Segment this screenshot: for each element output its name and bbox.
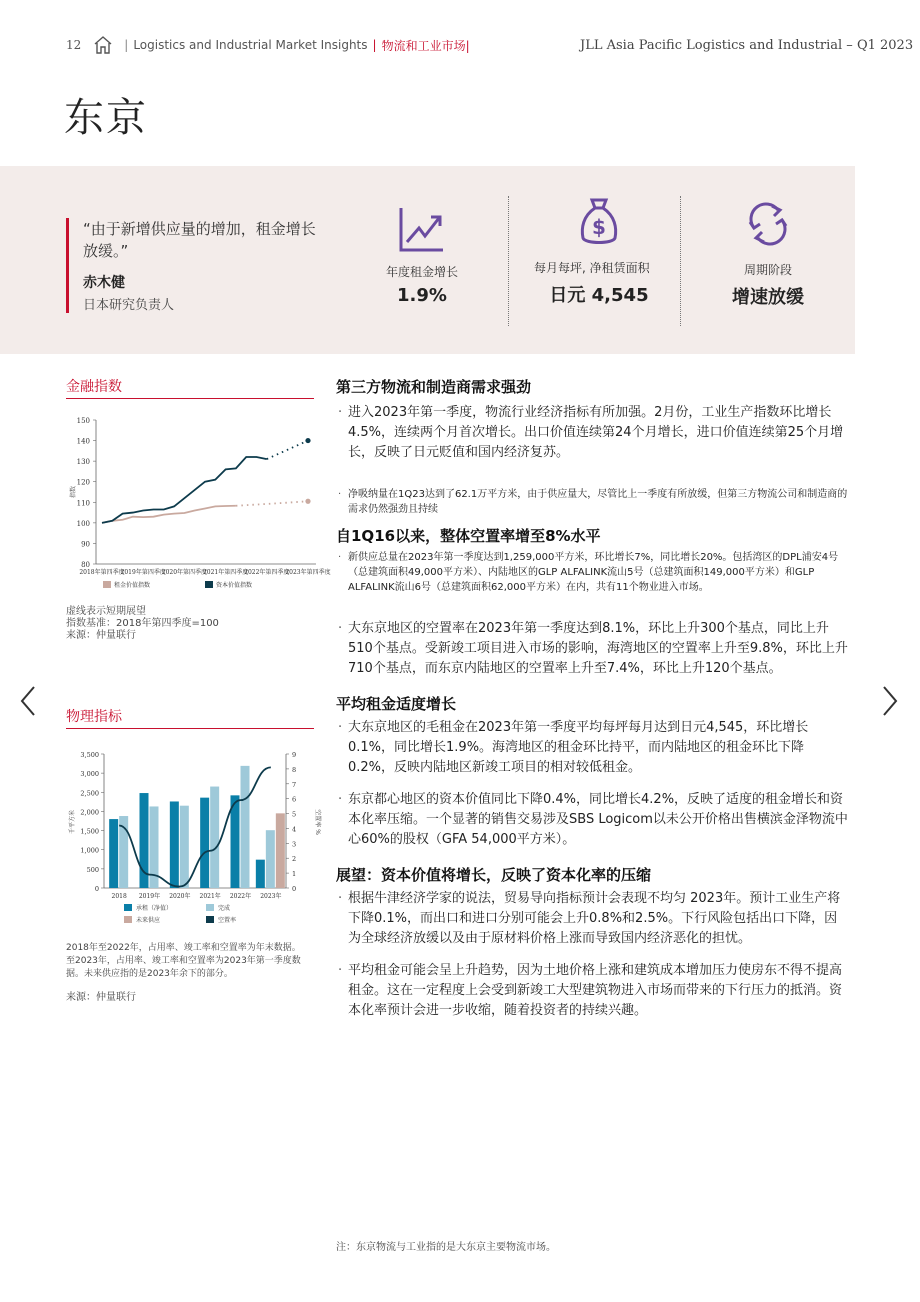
chevron-left-icon[interactable] (18, 684, 38, 718)
footer-note: 注：东京物流与工业指的是大东京主要物流市场。 (336, 1242, 556, 1253)
kpi-net-rent (534, 196, 664, 326)
forecast-line (236, 501, 308, 506)
section-heading: 第三方物流和制造商需求强劲 (336, 378, 532, 396)
paragraph: · 新供应总量在2023年第一季度达到1,259,000平方米，环比增长7%，同比增长20%。包括湾区的DPL浦安4号（总建筑面积49,000平方米）、内陆地区的GLP ALFALINK流山5号（总建筑面积149,000平方米）和GLP ALFALINK流山6号（总建筑面积62,000平方米）在内，共有11个物业进入市场。 (336, 550, 850, 595)
forecast-end-point (305, 499, 310, 504)
y-tick-label: 0 (94, 885, 99, 893)
y-tick-label: 140 (76, 437, 90, 446)
x-tick-label: 2023年 (260, 893, 282, 900)
section-heading: 展望：资本价值将增长，反映了资本化率的压缩 (336, 866, 652, 884)
y2-tick-label: 2 (292, 855, 297, 864)
legend-label: 空置率 (218, 917, 237, 924)
y-tick-label: 500 (86, 865, 99, 874)
paragraph: · 东京都心地区的资本价值同比下降0.4%，同比增长4.2%，反映了适度的租金增长和资本化率压缩。一个显著的销售交易涉及SBS Logicom以未公开价格出售横滨金泽物流中心60%的股权（GFA 54,000平方米）。 (336, 790, 850, 850)
bar (241, 766, 250, 888)
kpi-value: 日元 4,545 (549, 285, 649, 306)
kpi-divider (680, 196, 681, 326)
y-tick-label: 3,000 (80, 770, 99, 779)
legend-label: 资本价值指数 (216, 582, 253, 589)
section-heading: 自1Q16以来，整体空置率增至8%水平 (336, 527, 601, 545)
y-tick-label: 80 (81, 561, 90, 569)
financial-note: 指数基准：2018年第四季度=100 (66, 618, 219, 629)
kpi-label: 年度租金增长 (385, 265, 458, 279)
y-tick-label: 3,500 (80, 751, 99, 759)
y2-tick-label: 3 (292, 840, 297, 849)
paragraph: · 大东京地区的毛租金在2023年第一季度平均每坪每月达到日元4,545，环比增长0.1%，同比增长1.9%。海湾地区的租金环比持平，而内陆地区的租金环比下降0.2%，反映内陆地区新竣工项目的相对较低租金。 (336, 718, 850, 778)
prev-page-arrow[interactable] (18, 684, 38, 726)
y2-axis-label: 空置率 % (314, 809, 321, 835)
y-tick-label: 120 (76, 478, 90, 487)
y2-tick-label: 8 (292, 765, 297, 774)
breadcrumb-market-insights[interactable]: Logistics and Industrial Market Insights (133, 38, 368, 52)
chart-growth-icon (397, 204, 447, 254)
y-tick-label: 110 (76, 499, 90, 508)
svg-text:$: $ (592, 215, 606, 239)
y-tick-label: 150 (76, 417, 90, 425)
financial-index-title: 金融指数 (66, 376, 314, 399)
y2-tick-label: 9 (292, 751, 297, 759)
y-tick-label: 90 (81, 540, 90, 549)
next-page-arrow[interactable] (880, 684, 900, 726)
physical-indicators-title: 物理指标 (66, 706, 314, 729)
y-tick-label: 2,500 (80, 789, 99, 798)
y2-tick-label: 7 (292, 780, 297, 789)
bar (109, 819, 118, 888)
financial-note: 虚线表示短期展望 (66, 606, 146, 617)
x-tick-label: 2019年 (138, 893, 161, 900)
quote-text: “由于新增供应量的增加，租金增长放缓。” (83, 220, 316, 260)
y-tick-label: 1,000 (80, 846, 99, 855)
y-tick-label: 2,000 (80, 808, 99, 817)
financial-index-chart (66, 408, 331, 598)
x-tick-label: 2023年第四季度 (285, 569, 331, 576)
financial-note: 来源：仲量联行 (66, 630, 136, 641)
quote-block (66, 218, 316, 313)
legend-label: 未来供应 (136, 917, 161, 924)
y2-tick-label: 4 (292, 825, 297, 834)
kpi-cycle-phase (706, 196, 830, 326)
bar (266, 830, 275, 888)
legend-swatch (124, 916, 132, 923)
kpi-label: 周期阶段 (743, 263, 792, 277)
kpi-value: 增速放缓 (732, 287, 804, 308)
bar (210, 787, 219, 888)
breadcrumb-logistics[interactable]: 物流和工业市场| (381, 38, 470, 53)
kpi-divider (508, 196, 509, 326)
forecast-line (267, 441, 308, 460)
home-icon[interactable] (93, 35, 113, 55)
chevron-right-icon[interactable] (880, 684, 900, 718)
x-tick-label: 2021年第四季度 (202, 569, 249, 576)
legend-swatch (206, 916, 214, 923)
physical-source: 来源：仲量联行 (66, 992, 136, 1003)
kpi-label: 每月每坪, 净租赁面积 (534, 261, 650, 275)
page-title: 东京 (64, 95, 148, 141)
y2-tick-label: 6 (292, 795, 297, 804)
legend-swatch (124, 904, 132, 911)
kpi-rent-growth (362, 196, 482, 326)
forecast-end-point (305, 438, 310, 443)
x-tick-label: 2021年 (199, 893, 221, 900)
legend-label: 租金价值指数 (114, 582, 151, 589)
x-tick-label: 2020年第四季度 (161, 569, 208, 576)
main-content (336, 376, 850, 1021)
y-axis-label: 千平方米 (69, 809, 76, 835)
x-tick-label: 2022年 (229, 893, 252, 900)
y2-tick-label: 0 (292, 885, 297, 893)
bar (256, 860, 265, 888)
legend-label: 完成 (218, 905, 231, 912)
legend-swatch (206, 904, 214, 911)
bar (180, 806, 189, 888)
bar (276, 813, 285, 888)
report-title: JLL Asia Pacific Logistics and Industrial – Q1 2023 (580, 37, 914, 53)
cycle-arrows-icon (742, 198, 794, 250)
page-header: 12 | Logistics and Industrial Market Insights | 物流和工业市场| (66, 36, 470, 54)
y-tick-label: 100 (76, 519, 90, 528)
financial-notes (66, 606, 219, 642)
y2-tick-label: 1 (292, 870, 297, 879)
x-tick-label: 2022年第四季度 (244, 569, 290, 576)
legend-label: 承租（净值） (136, 905, 173, 912)
bar (170, 801, 179, 888)
quote-person-name: 赤木健 (83, 275, 125, 291)
legend-swatch (103, 581, 111, 588)
page-number: 12 (66, 38, 82, 52)
paragraph: · 平均租金可能会呈上升趋势，因为土地价格上涨和建筑成本增加压力使房东不得不提高租金。这在一定程度上会受到新竣工大型建筑物进入市场而带来的下行压力的抵消。资本化率预计会进一步收缩，随着投资者的持续兴趣。 (336, 961, 850, 1021)
y-tick-label: 1,500 (80, 827, 99, 836)
y2-tick-label: 5 (292, 810, 297, 819)
x-tick-label: 2020年 (169, 893, 191, 900)
section-heading: 平均租金适度增长 (336, 695, 457, 713)
paragraph: · 大东京地区的空置率在2023年第一季度达到8.1%，环比上升300个基点，同比上升510个基点。受新竣工项目进入市场的影响，海湾地区的空置率上升至9.8%，环比上升710个基点，而东京内陆地区的空置率上升至7.4%，环比上升120个基点。 (336, 619, 850, 679)
y-tick-label: 130 (76, 458, 90, 467)
x-tick-label: 2019年第四季度 (120, 569, 166, 576)
physical-indicators-chart (66, 744, 322, 926)
money-bag-icon (577, 196, 621, 248)
physical-note: 2018年至2022年，占用率、竣工率和空置率为年末数据。至2023年，占用率、竣工率和空置率为2023年第一季度数据。未来供应指的是2023年余下的部分。 (66, 943, 301, 979)
x-tick-label: 2018年第四季度 (79, 569, 125, 576)
paragraph: · 净吸纳量在1Q23达到了62.1万平方米，由于供应量大，尽管比上一季度有所放缓，但第三方物流公司和制造商的需求仍然强劲且持续 (336, 487, 850, 517)
legend-swatch (205, 581, 213, 588)
y-axis-label: 指数 (70, 485, 77, 499)
kpi-value: 1.9% (397, 285, 447, 306)
quote-person-role: 日本研究负责人 (83, 298, 175, 313)
paragraph: · 进入2023年第一季度，物流行业经济指标有所加强。2月份，工业生产指数环比增长4.5%，连续两个月首次增长。出口价值连续第24个月增长，进口价值连续第25个月增长，反映了日元贬值和国内经济复苏。 (336, 403, 850, 463)
paragraph: · 根据牛津经济学家的说法，贸易导向指标预计会表现不均匀 2023年。预计工业生产将下降0.1%，而出口和进口分别可能会上升0.8%和2.5%。下行风险包括出口下降，因为全球经济放缓以及由于原材料价格上涨而导致国内经济恶化的担忧。 (336, 889, 850, 949)
x-tick-label: 2018 (111, 893, 127, 900)
bar (200, 798, 209, 888)
